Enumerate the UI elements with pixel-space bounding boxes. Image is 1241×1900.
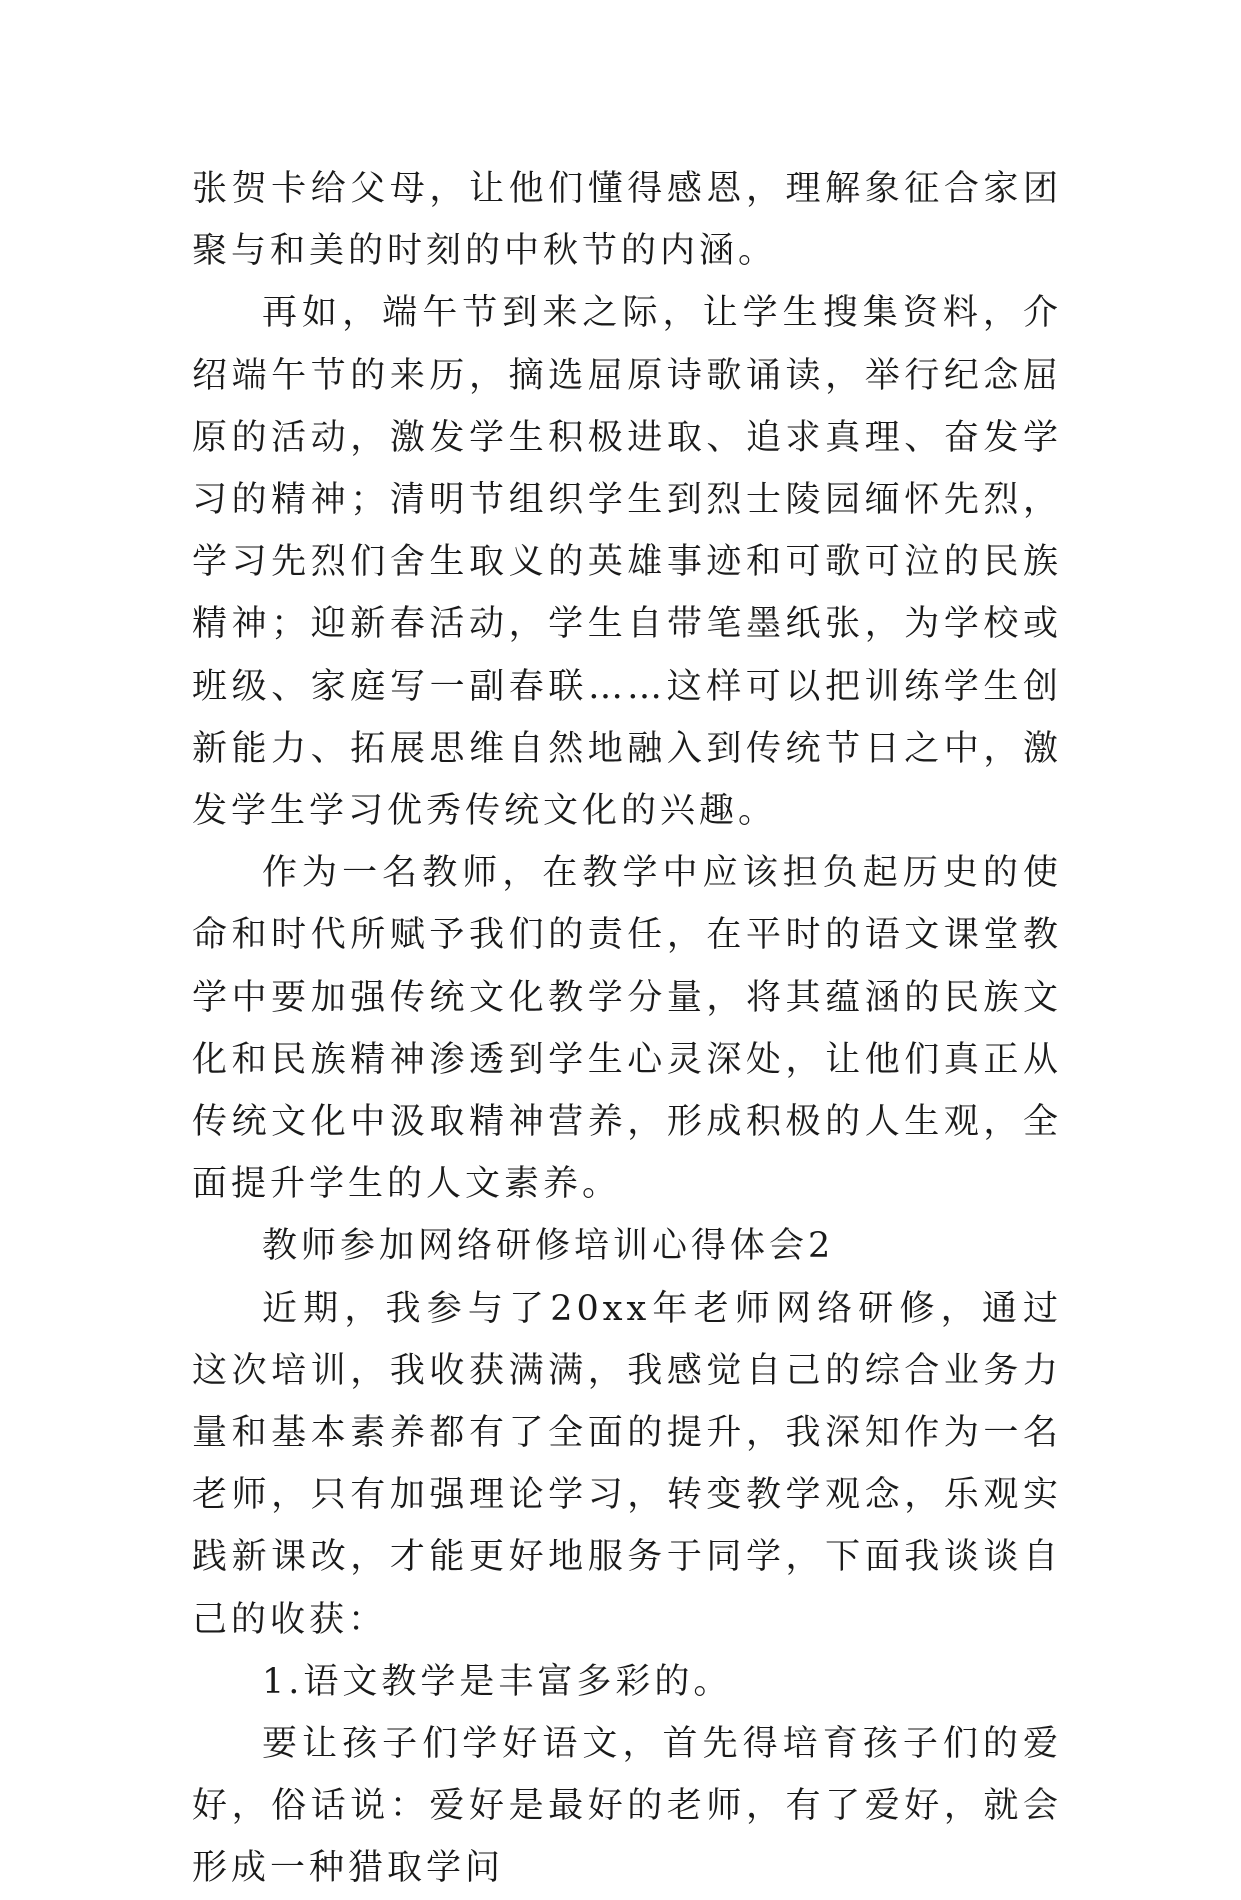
paragraph-interest: 要让孩子们学好语文，首先得培育孩子们的爱好，俗话说：爱好是最好的老师，有了爱好，就会形成一种猎取学问 (192, 1724, 1062, 1889)
section-heading: 教师参加网络研修培训心得体会2 (262, 1226, 835, 1267)
paragraph-continuation: 张贺卡给父母，让他们懂得感恩，理解象征合家团聚与和美的时刻的中秋节的内涵。 (192, 169, 1062, 272)
paragraph-training-intro: 近期，我参与了20xx年老师网络研修，通过这次培训，我收获满满，我感觉自己的综合业务力量和基本素养都有了全面的提升，我深知作为一名老师，只有加强理论学习，转变教学观念，乐观实践新课改，才能更好地服务于同学，下面我谈谈自己的收获： (192, 1288, 1062, 1640)
list-item-1: 1.语文教学是丰富多彩的。 (262, 1661, 733, 1702)
document-body (192, 158, 1062, 1900)
paragraph-teacher-responsibility: 作为一名教师，在教学中应该担负起历史的使命和时代所赋予我们的责任，在平时的语文课堂教学中要加强传统文化教学分量，将其蕴涵的民族文化和民族精神渗透到学生心灵深处，让他们真正从传统文化中汲取精神营养，形成积极的人生观，全面提升学生的人文素养。 (192, 853, 1062, 1205)
paragraph-festival-activities: 再如，端午节到来之际，让学生搜集资料，介绍端午节的来历，摘选屈原诗歌诵读，举行纪念屈原的活动，激发学生积极进取、追求真理、奋发学习的精神；清明节组织学生到烈士陵园缅怀先烈，学习先烈们舍生取义的英雄事迹和可歌可泣的民族精神；迎新春活动，学生自带笔墨纸张，为学校或班级、家庭写一副春联……这样可以把训练学生创新能力、拓展思维自然地融入到传统节日之中，激发学生学习优秀传统文化的兴趣。 (192, 293, 1062, 832)
